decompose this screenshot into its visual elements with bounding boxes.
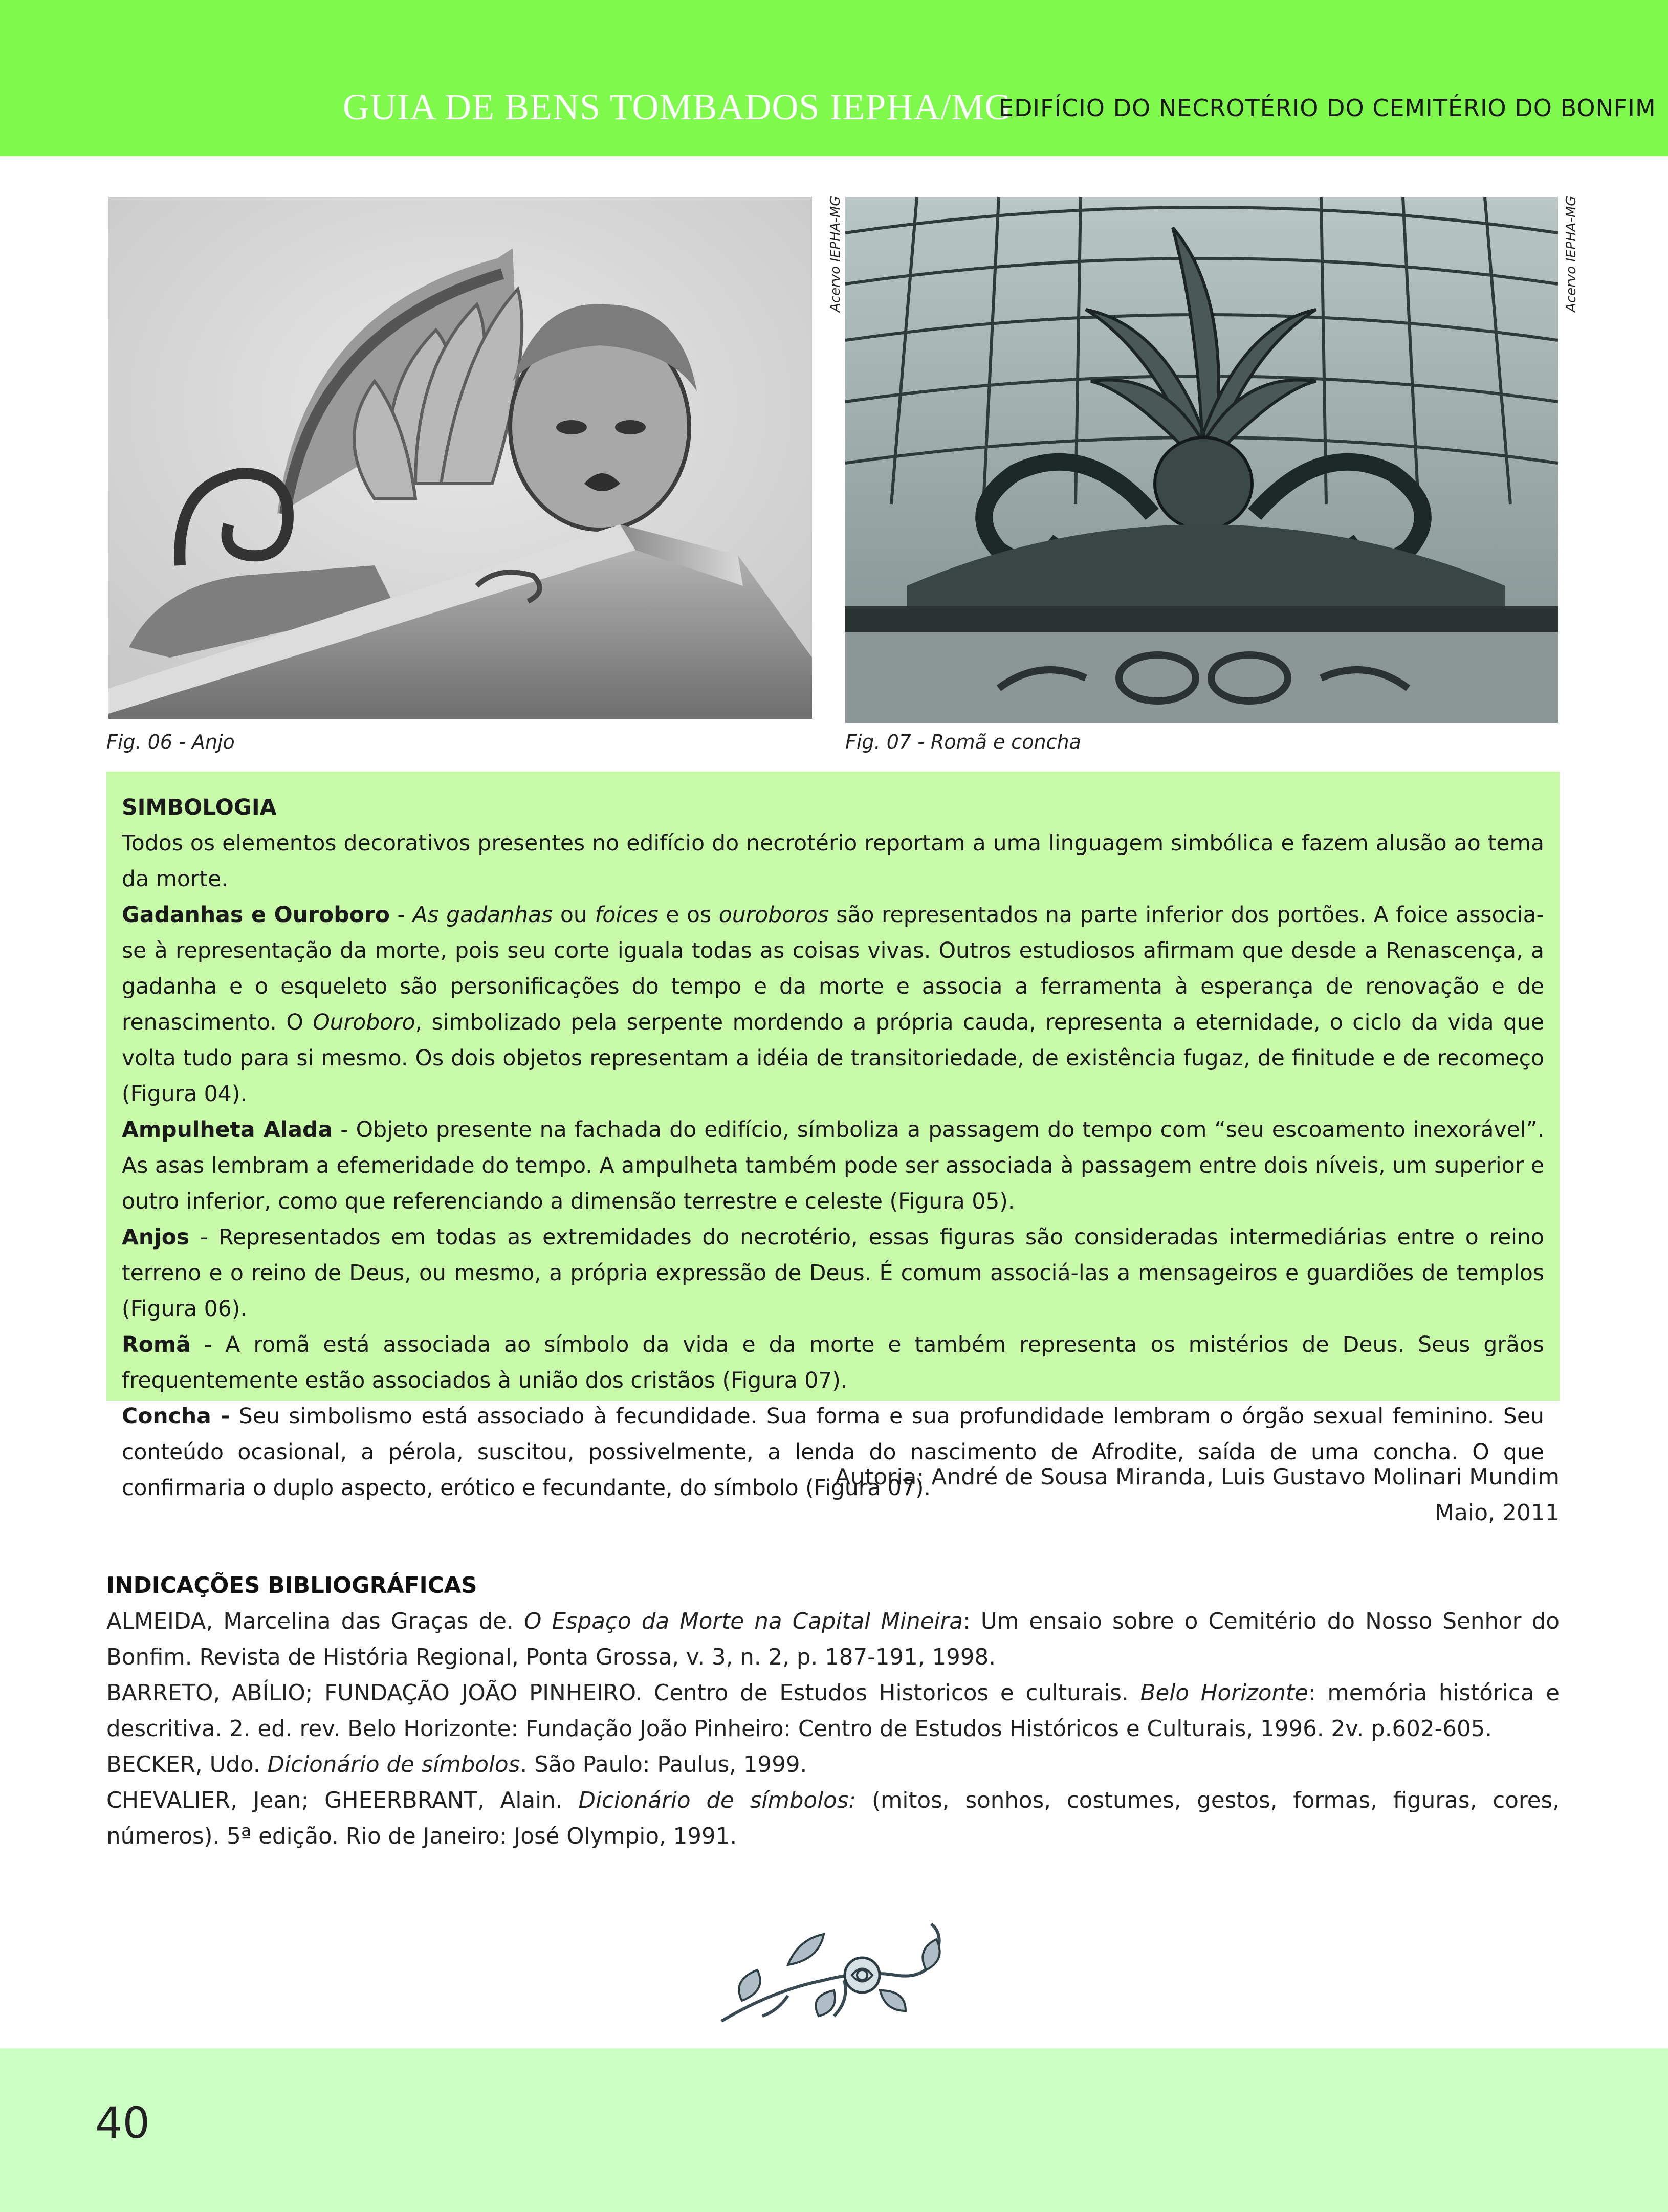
italic-span: Belo Horizonte xyxy=(1140,1680,1308,1706)
bibliography-heading: INDICAÇÕES BIBLIOGRÁFICAS xyxy=(106,1573,477,1598)
text-span: , simbolizado pela serpente mordendo a própria cauda, representa a eternidade, o ciclo da vida que volta tudo para si mesmo. Os dois objetos representam a idéia de transitoriedade, de existência fugaz, de finitude e de recomeço (Figura 04). xyxy=(122,1010,1544,1107)
chapter-title: EDIFÍCIO DO NECROTÉRIO DO CEMITÉRIO DO BONFIM xyxy=(999,94,1656,122)
italic-span: ouroboros xyxy=(718,903,829,928)
text-span: ou xyxy=(553,903,595,928)
term-anjos: Anjos xyxy=(122,1225,190,1250)
italic-span: Ouroboro xyxy=(313,1010,415,1035)
bibliography-section xyxy=(106,1568,1560,1854)
paragraph-roma xyxy=(122,1327,1544,1399)
term-roma: Romã xyxy=(122,1332,191,1357)
figure-07-caption: Fig. 07 - Romã e concha xyxy=(845,731,1081,753)
text-span: - xyxy=(389,903,413,928)
paragraph-anjos xyxy=(122,1220,1544,1327)
publication-title: GUIA DE BENS TOMBADOS IEPHA/MG xyxy=(343,86,1012,127)
text-span: - Objeto presente na fachada do edifício, símboliza a passagem do tempo com “seu escoamento inexorável”. As asas lembram a efemeridade do tempo. A ampulheta também pode ser associada à passagem entre dois níveis, um superior e outro inferior, como que referenciando a dimensão terrestre e celeste (Figura 05). xyxy=(122,1118,1544,1214)
footer-band xyxy=(0,2048,1668,2212)
italic-span: foices xyxy=(595,903,659,928)
text-span: (mitos, sonhos, costumes, gestos, formas, figuras, cores, números). 5ª edição. Rio de Janeiro: José Olympio, 1991. xyxy=(106,1788,1560,1849)
bibliography-entry xyxy=(106,1783,1560,1854)
italic-span: O Espaço da Morte na Capital Mineira xyxy=(524,1609,963,1634)
italic-span: As gadanhas xyxy=(412,903,553,928)
text-span: Seu simbolismo está associado à fecundidade. Sua forma e sua profundidade lembram o órgão sexual feminino. Seu conteúdo ocasional, a pérola, suscitou, possivelmente, a lenda do nascimento de Afrodite, saída de uma concha. O que confirmaria o duplo aspecto, erótico e fecundante, do símbolo (Figura 07). xyxy=(122,1404,1544,1501)
text-span: BECKER, Udo. xyxy=(106,1752,268,1778)
paragraph-gadanhas xyxy=(122,897,1544,1112)
page-number: 40 xyxy=(95,2098,150,2148)
text-span: . São Paulo: Paulus, 1999. xyxy=(520,1752,807,1778)
figure-06-caption: Fig. 06 - Anjo xyxy=(106,731,235,753)
figure-06-credit: Acervo IEPHA-MG xyxy=(828,195,843,312)
italic-span: Dicionário de símbolos xyxy=(267,1752,520,1778)
text-span: e os xyxy=(658,903,719,928)
text-span: CHEVALIER, Jean; GHEERBRANT, Alain. xyxy=(106,1788,579,1813)
figure-06-angel-photo xyxy=(108,197,812,719)
header-band xyxy=(0,0,1668,156)
symbology-heading: SIMBOLOGIA xyxy=(122,795,277,820)
bibliography-entry xyxy=(106,1747,1560,1783)
figure-07-palmette-photo xyxy=(845,197,1558,723)
text-span: : Um ensaio sobre o Cemitério do Nosso Senhor do Bonfim. Revista de História Regional, Ponta Grossa, v. 3, n. 2, p. 187-191, 1998. xyxy=(106,1609,1560,1670)
text-span: ALMEIDA, Marcelina das Graças de. xyxy=(106,1609,524,1634)
date-line: Maio, 2011 xyxy=(1434,1500,1560,1526)
authorship-block xyxy=(835,1459,1560,1531)
text-span: : memória histórica e descritiva. 2. ed. rev. Belo Horizonte: Fundação João Pinheiro: Centro de Estudos Históricos e Culturais, 1996. 2v. p.602-605. xyxy=(106,1680,1560,1742)
bibliography-entry xyxy=(106,1675,1560,1747)
term-gadanhas: Gadanhas e Ouroboro xyxy=(122,903,390,928)
authors-line: Autoria: André de Sousa Miranda, Luis Gustavo Molinari Mundim xyxy=(835,1464,1560,1490)
term-ampulheta: Ampulheta Alada xyxy=(122,1118,333,1143)
symbology-intro: Todos os elementos decorativos presentes no edifício do necrotério reportam a uma linguagem simbólica e fazem alusão ao tema da morte. xyxy=(122,831,1544,892)
figure-07-credit: Acervo IEPHA-MG xyxy=(1564,195,1579,312)
rose-ornament-icon xyxy=(711,1914,977,2028)
text-span: BARRETO, ABÍLIO; FUNDAÇÃO JOÃO PINHEIRO. Centro de Estudos Historicos e culturais. xyxy=(106,1680,1140,1706)
italic-span: Dicionário de símbolos: xyxy=(578,1788,857,1813)
term-concha: Concha - xyxy=(122,1404,230,1429)
text-span: - A romã está associada ao símbolo da vida e da morte e também representa os mistérios de Deus. Seus grãos frequentemente estão associados à união dos cristãos (Figura 07). xyxy=(122,1332,1544,1393)
bibliography-entry xyxy=(106,1604,1560,1675)
paragraph-ampulheta xyxy=(122,1112,1544,1220)
text-span: são representados na parte inferior dos portões. A foice associa-se à representação da morte, pois seu corte iguala todas as coisas vivas. Outros estudiosos afirmam que desde a Renascença, a gadanha e o esqueleto são personificações do tempo e da morte e associa a ferramenta à esperança de renovação e de renascimento. O xyxy=(122,903,1545,1035)
text-span: - Representados em todas as extremidades do necrotério, essas figuras são consideradas intermediárias entre o reino terreno e o reino de Deus, ou mesmo, a própria expressão de Deus. É comum associá-las a mensageiros e guardiões de templos (Figura 06). xyxy=(122,1225,1544,1322)
